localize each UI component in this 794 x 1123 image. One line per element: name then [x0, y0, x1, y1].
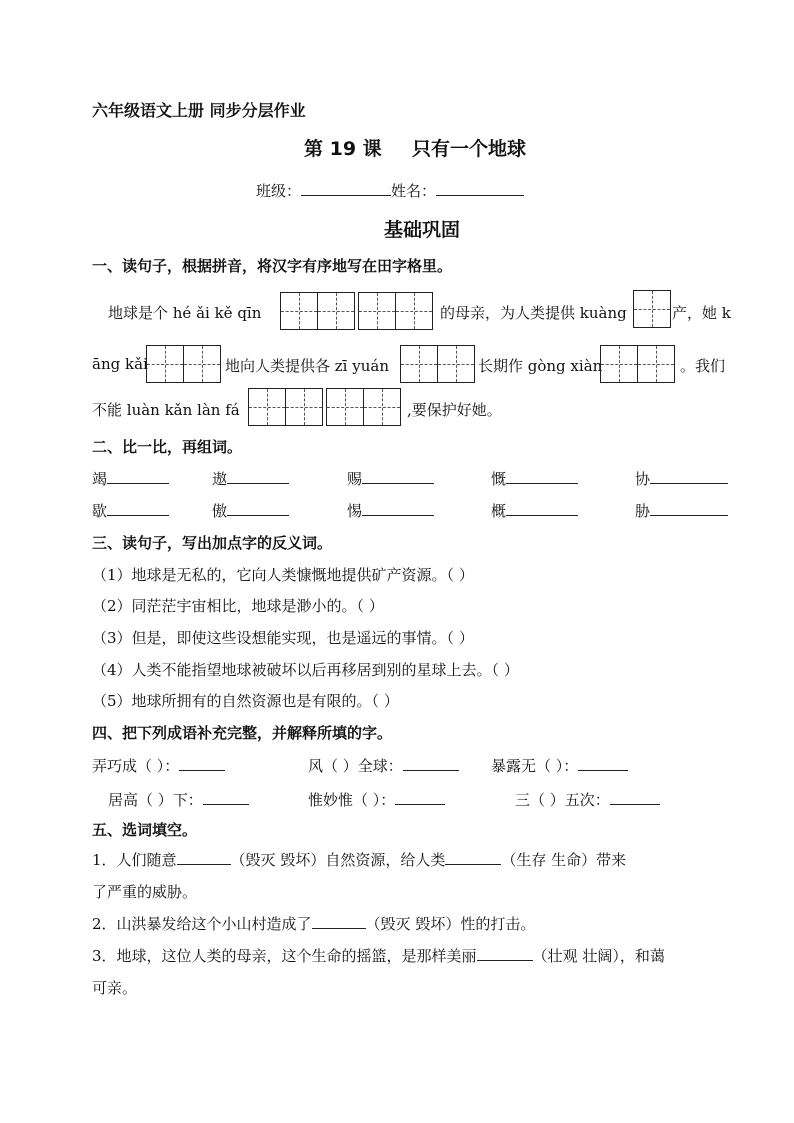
- tianzige-cell[interactable]: [146, 345, 184, 383]
- q1-text: 地球是个 hé ǎi kě qīn: [108, 304, 262, 322]
- q1-text: 地向人类提供各 zī yuán: [225, 357, 389, 375]
- q5-title: 五、选词填空。: [92, 821, 198, 839]
- q3-title: 三、读句子，写出加点字的反义词。: [92, 534, 333, 552]
- compare-item: 傲: [212, 500, 289, 521]
- tianzige-cell[interactable]: [248, 388, 286, 426]
- q1-title: 一、读句子，根据拼音，将汉字有序地写在田字格里。: [92, 257, 453, 275]
- answer-blank[interactable]: [107, 469, 169, 484]
- idiom-item: 暴露无（ ）：: [491, 755, 628, 776]
- answer-blank[interactable]: [107, 501, 169, 516]
- compare-item: 歇: [92, 500, 169, 521]
- class-label: 班级：: [256, 182, 302, 200]
- tianzige-cell[interactable]: [637, 345, 675, 383]
- compare-item: 慨: [491, 468, 578, 489]
- q3-item: （5）地球所拥有的自然资源也是有限的。（ ）: [92, 692, 399, 710]
- name-blank[interactable]: [436, 181, 524, 196]
- tianzige-cell[interactable]: [395, 292, 433, 330]
- tianzige-group[interactable]: [400, 345, 475, 383]
- answer-blank[interactable]: [227, 501, 289, 516]
- q1-text: āng kǎi: [92, 355, 148, 373]
- q3-item: （3）但是，即使这些设想能实现，也是遥远的事情。（ ）: [92, 629, 474, 647]
- answer-blank[interactable]: [362, 501, 434, 516]
- answer-blank[interactable]: [506, 469, 578, 484]
- answer-blank[interactable]: [403, 756, 459, 771]
- idiom-item: 三（ ）五次：: [515, 789, 660, 810]
- compare-item: 胁: [635, 500, 728, 521]
- idiom-item: 弄巧成（ ）：: [92, 755, 225, 776]
- name-label: 姓名：: [391, 182, 437, 200]
- q1-text: 。我们: [680, 357, 726, 375]
- tianzige-group[interactable]: [633, 290, 671, 328]
- answer-blank[interactable]: [650, 469, 728, 484]
- answer-blank[interactable]: [578, 756, 628, 771]
- q1-text: 长期作 gòng xiàn: [478, 357, 603, 375]
- q3-item: （2）同茫茫宇宙相比，地球是渺小的。（ ）: [92, 597, 384, 615]
- q2-title: 二、比一比，再组词。: [92, 438, 243, 456]
- compare-item: 遨: [212, 468, 289, 489]
- class-blank[interactable]: [301, 181, 391, 196]
- compare-item: 惕: [347, 500, 434, 521]
- compare-item: 协: [635, 468, 728, 489]
- worksheet-header: 六年级语文上册 同步分层作业: [92, 101, 306, 120]
- tianzige-cell[interactable]: [280, 292, 318, 330]
- student-info: [256, 180, 524, 201]
- q5-sentence: 了严重的威胁。: [92, 883, 198, 901]
- q1-text: 不能 luàn kǎn làn fá: [92, 401, 240, 419]
- answer-blank[interactable]: [610, 790, 660, 805]
- answer-blank[interactable]: [312, 914, 366, 929]
- section-heading: 基础巩固: [384, 219, 461, 241]
- tianzige-cell[interactable]: [363, 388, 401, 426]
- q3-item: （1）地球是无私的，它向人类慷慨地提供矿产资源。（ ）: [92, 566, 474, 584]
- tianzige-cell[interactable]: [358, 292, 396, 330]
- tianzige-cell[interactable]: [326, 388, 364, 426]
- tianzige-cell[interactable]: [400, 345, 438, 383]
- answer-blank[interactable]: [506, 501, 578, 516]
- lesson-title: 只有一个地球: [412, 138, 527, 160]
- answer-blank[interactable]: [179, 756, 225, 771]
- answer-blank[interactable]: [203, 790, 249, 805]
- compare-item: 竭: [92, 468, 169, 489]
- tianzige-cell[interactable]: [317, 292, 355, 330]
- tianzige-cell[interactable]: [600, 345, 638, 383]
- q1-text: 产，她 k: [672, 304, 731, 322]
- q5-sentence: 1．人们随意 （毁灭 毁坏）自然资源，给人类 （生存 生命）带来: [92, 851, 627, 869]
- tianzige-cell[interactable]: [285, 388, 323, 426]
- lesson-number: 第 19 课: [304, 138, 382, 160]
- q1-text: ,要保护好她。: [407, 401, 502, 419]
- q4-title: 四、把下列成语补充完整，并解释所填的字。: [92, 724, 393, 742]
- q1-text: 的母亲，为人类提供 kuàng: [440, 304, 627, 322]
- tianzige-group[interactable]: [600, 345, 675, 383]
- q5-sentence: 3．地球，这位人类的母亲，这个生命的摇篮，是那样美丽 （壮观 壮阔），和蔼: [92, 947, 665, 965]
- answer-blank[interactable]: [227, 469, 289, 484]
- answer-blank[interactable]: [477, 946, 533, 961]
- compare-item: 概: [491, 500, 578, 521]
- q5-sentence: 可亲。: [92, 979, 138, 997]
- answer-blank[interactable]: [177, 850, 231, 865]
- compare-item: 赐: [347, 468, 434, 489]
- idiom-item: 居高（ ）下：: [108, 789, 249, 810]
- answer-blank[interactable]: [362, 469, 434, 484]
- q5-sentence: 2．山洪暴发给这个小山村造成了 （毁灭 毁坏）性的打击。: [92, 915, 536, 933]
- answer-blank[interactable]: [395, 790, 445, 805]
- answer-blank[interactable]: [650, 501, 728, 516]
- answer-blank[interactable]: [445, 850, 501, 865]
- idiom-item: 风（ ）全球：: [308, 755, 459, 776]
- tianzige-group[interactable]: [146, 345, 221, 383]
- tianzige-cell[interactable]: [183, 345, 221, 383]
- tianzige-cell[interactable]: [437, 345, 475, 383]
- tianzige-cell[interactable]: [633, 290, 671, 328]
- idiom-item: 惟妙惟（ ）：: [308, 789, 445, 810]
- tianzige-group[interactable]: [280, 292, 433, 330]
- q3-item: （4）人类不能指望地球被破坏以后再移居到别的星球上去。（ ）: [92, 661, 519, 679]
- tianzige-group[interactable]: [248, 388, 401, 426]
